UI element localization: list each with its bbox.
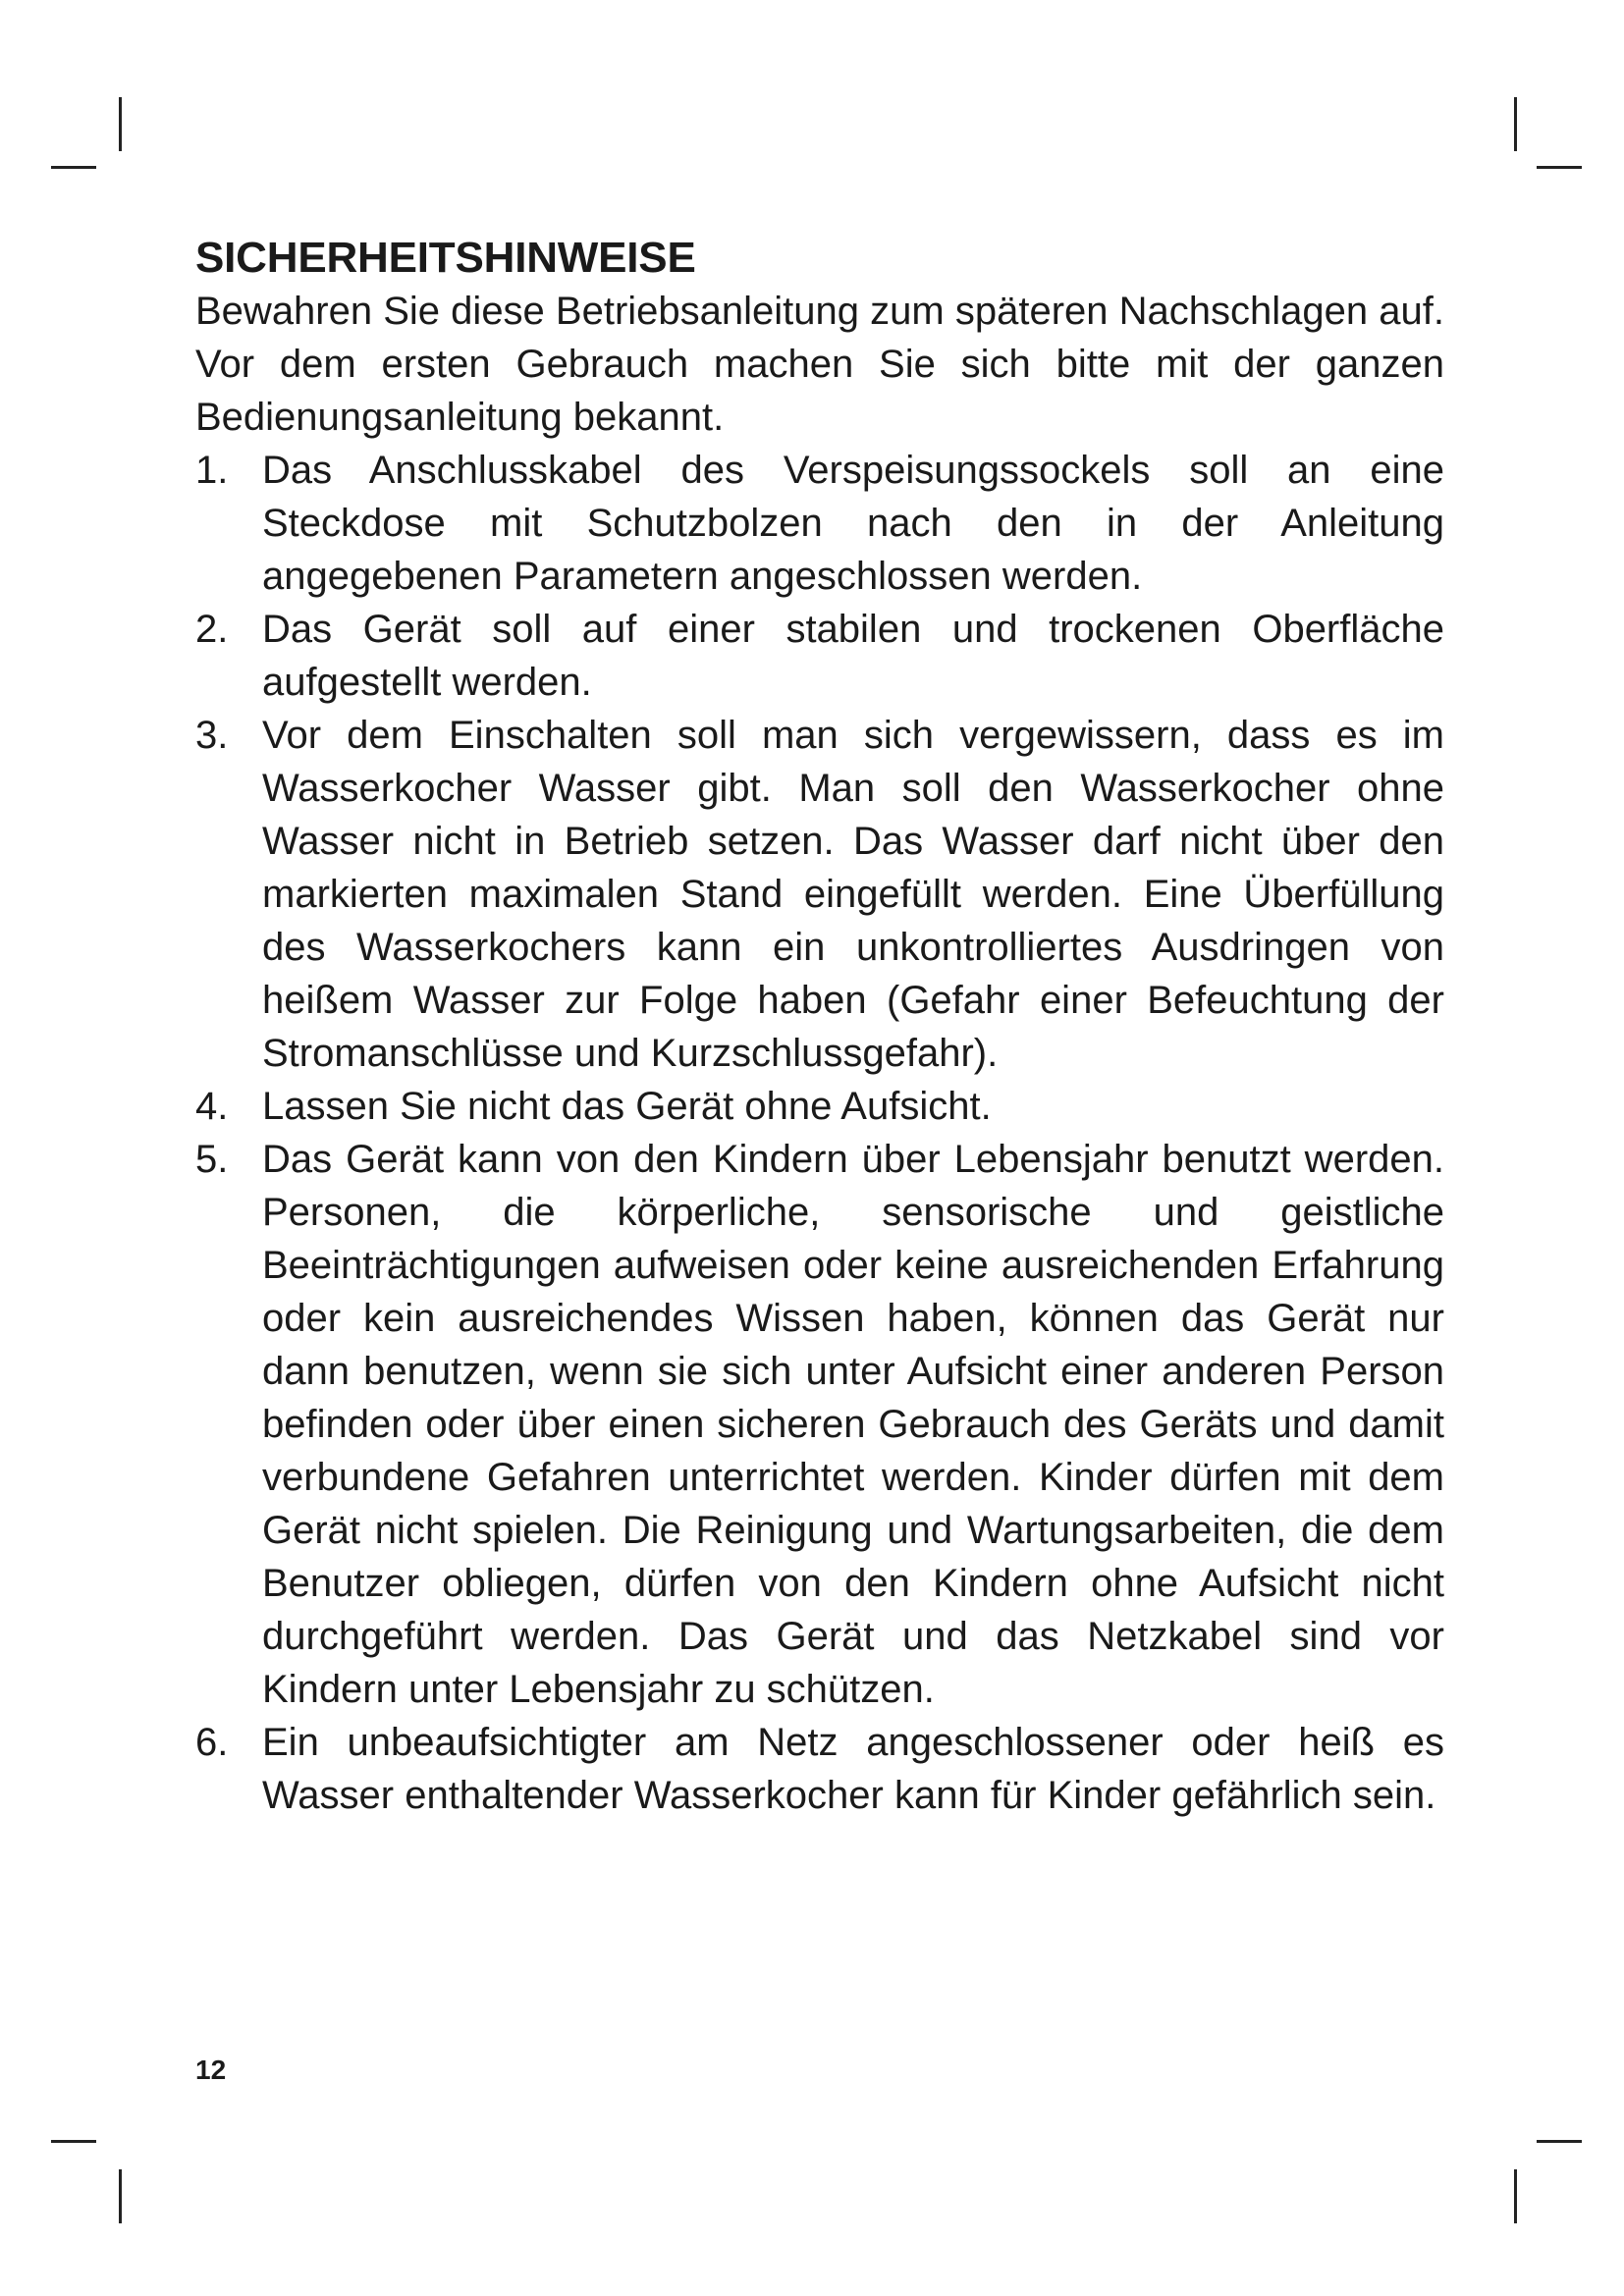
list-item-number: 2.: [195, 608, 229, 651]
list-item: [195, 709, 1444, 1080]
crop-mark-top-right-horizontal: [1537, 166, 1582, 169]
list-item-text: Das Gerät kann von den Kindern über Lebensjahr benutzt werden. Personen, die körperliche, sensorische und geistliche Beeinträchtigungen aufweisen oder keine ausreichenden Erfahrung oder kein ausreichendes Wissen haben, können das Gerät nur dann benutzen, wenn sie sich unter Aufsicht einer anderen Person befinden oder über einen sicheren Gebrauch des Geräts und damit verbundene Gefahren unterrichtet werden. Kinder dürfen mit dem Gerät nicht spielen. Die Reinigung und Wartungsarbeiten, die dem Benutzer obliegen, dürfen von den Kindern ohne Aufsicht nicht durchgeführt werden. Das Gerät und das Netzkabel sind vor Kindern unter Lebensjahr zu schützen.: [262, 1138, 1444, 1711]
list-item-text: Ein unbeaufsichtigter am Netz angeschlossener oder heiß es Wasser enthaltender Wasserkocher kann für Kinder gefährlich sein.: [262, 1721, 1444, 1817]
page-number: 12: [195, 2055, 227, 2085]
crop-mark-top-left-vertical: [119, 97, 122, 151]
list-item: [195, 444, 1444, 603]
list-item-number: 5.: [195, 1138, 229, 1181]
intro-paragraph: Bewahren Sie diese Betriebsanleitung zum späteren Nachschlagen auf. Vor dem ersten Gebrauch machen Sie sich bitte mit der ganzen Bedienungsanleitung bekannt.: [195, 290, 1444, 439]
safety-instructions-list: [195, 444, 1444, 1822]
list-item-number: 1.: [195, 449, 229, 492]
crop-mark-bottom-right-horizontal: [1537, 2140, 1582, 2143]
list-item-text: Vor dem Einschalten soll man sich vergewissern, dass es im Wasserkocher Wasser gibt. Man soll den Wasserkocher ohne Wasser nicht in Betrieb setzen. Das Wasser darf nicht über den markierten maximalen Stand eingefüllt werden. Eine Überfüllung des Wasserkochers kann ein unkontrolliertes Ausdringen von heißem Wasser zur Folge haben (Gefahr einer Befeuchtung der Stromanschlüsse und Kurzschlussgefahr).: [262, 714, 1444, 1075]
list-item-number: 4.: [195, 1085, 229, 1128]
crop-mark-bottom-right-vertical: [1514, 2169, 1517, 2223]
list-item-number: 6.: [195, 1721, 229, 1764]
list-item: [195, 1716, 1444, 1822]
list-item-text: Das Anschlusskabel des Verspeisungssockels soll an eine Steckdose mit Schutzbolzen nach den in der Anleitung angegebenen Parametern angeschlossen werden.: [262, 449, 1444, 598]
crop-mark-bottom-left-vertical: [119, 2169, 122, 2223]
list-item-number: 3.: [195, 714, 229, 757]
list-item-text: Lassen Sie nicht das Gerät ohne Aufsicht.: [262, 1085, 992, 1128]
list-item: [195, 1133, 1444, 1716]
safety-instructions-section: [195, 232, 1444, 1822]
crop-mark-top-right-vertical: [1514, 97, 1517, 151]
list-item: [195, 603, 1444, 709]
section-heading: SICHERHEITSHINWEISE: [195, 234, 696, 282]
crop-mark-bottom-left-horizontal: [51, 2140, 96, 2143]
list-item: [195, 1080, 1444, 1133]
list-item-text: Das Gerät soll auf einer stabilen und trockenen Oberfläche aufgestellt werden.: [262, 608, 1444, 704]
crop-mark-top-left-horizontal: [51, 166, 96, 169]
